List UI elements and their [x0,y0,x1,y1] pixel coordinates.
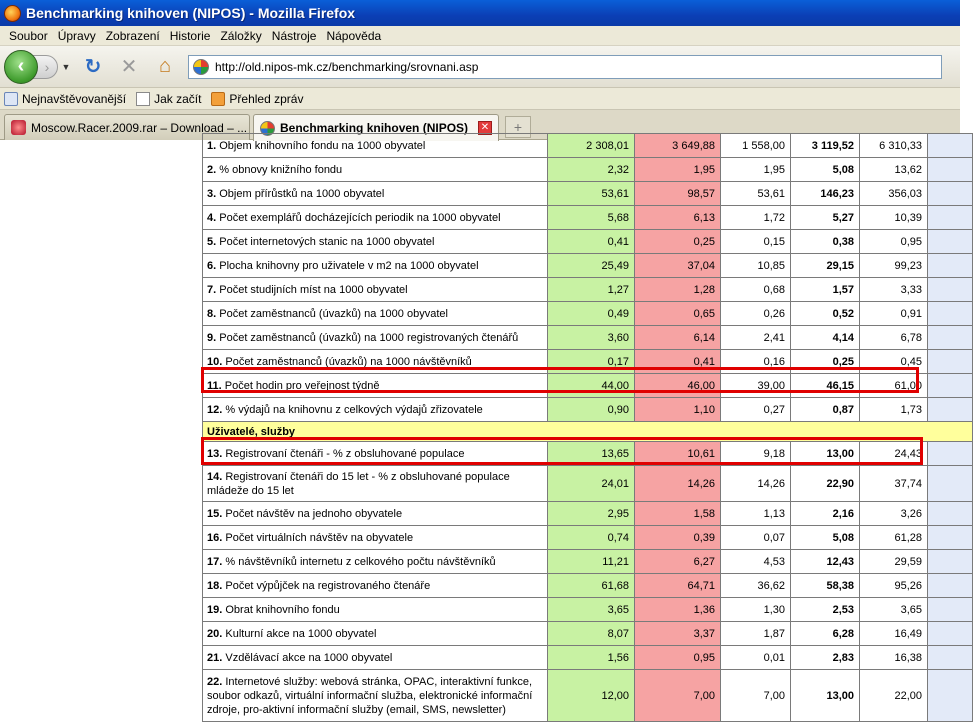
indicator-number: 5. [207,235,217,248]
extra-column-cell [928,326,973,350]
value-cell: 3,65 [860,598,928,622]
value-cell: 3,33 [860,278,928,302]
value-cell: 7,00 [635,670,721,722]
value-cell: 2,16 [791,502,860,526]
indicator-label: Plocha knihovny pro uživatele v m2 na 1000 obyvatel [219,259,479,272]
table-row [203,254,973,278]
extra-column-cell [928,646,973,670]
value-cell: 0,65 [635,302,721,326]
extra-column-cell [928,206,973,230]
value-cell: 6,27 [635,550,721,574]
table-row [203,350,973,374]
value-cell: 0,87 [791,398,860,422]
value-cell: 1,58 [635,502,721,526]
value-cell: 10,61 [635,442,721,466]
value-cell: 13,65 [548,442,635,466]
extra-column-cell [928,598,973,622]
table-row [203,206,973,230]
table-row [203,230,973,254]
value-cell: 1,57 [791,278,860,302]
indicator-label: Počet hodin pro veřejnost týdně [224,379,380,392]
bookmark-most-visited[interactable] [4,92,126,106]
home-icon: ⌂ [158,55,172,77]
value-cell: 0,07 [721,526,791,550]
value-cell: 1,72 [721,206,791,230]
value-cell: 1,10 [635,398,721,422]
indicator-cell [203,670,548,722]
value-cell: 0,41 [548,230,635,254]
value-cell: 8,07 [548,622,635,646]
value-cell: 6,14 [635,326,721,350]
table-row [203,374,973,398]
table-row [203,574,973,598]
indicator-label: % návštěvníků internetu z celkového počtu návštěvníků [225,555,496,568]
value-cell: 0,45 [860,350,928,374]
value-cell: 1,73 [860,398,928,422]
menu-soubor[interactable]: Soubor [9,28,48,43]
indicator-number: 22. [207,675,223,688]
value-cell: 0,25 [791,350,860,374]
indicator-number: 14. [207,470,223,483]
value-cell: 1,27 [548,278,635,302]
indicator-number: 10. [207,355,223,368]
extra-column-cell [928,374,973,398]
value-cell: 2,83 [791,646,860,670]
indicator-label: Počet internetových stanic na 1000 obyvatel [219,235,435,248]
extra-column-cell [928,158,973,182]
value-cell: 5,27 [791,206,860,230]
value-cell: 3,37 [635,622,721,646]
extra-column-cell [928,574,973,598]
value-cell: 37,04 [635,254,721,278]
indicator-cell [203,278,548,302]
indicator-cell [203,574,548,598]
value-cell: 61,28 [860,526,928,550]
table-row [203,466,973,502]
value-cell: 44,00 [548,374,635,398]
value-cell: 0,01 [721,646,791,670]
indicator-label: Počet zaměstnanců (úvazků) na 1000 registrovaných čtenářů [219,331,519,344]
plus-icon: + [513,119,523,135]
value-cell: 2,53 [791,598,860,622]
value-cell: 1 558,00 [721,134,791,158]
table-row [203,278,973,302]
indicator-label: Počet exemplářů docházejících periodik na 1000 obyvatel [219,211,501,224]
chevron-down-icon: ▼ [61,61,71,72]
value-cell: 3,26 [860,502,928,526]
value-cell: 2,32 [548,158,635,182]
menu-nastroje[interactable]: Nástroje [271,28,317,43]
indicator-label: Počet zaměstnanců (úvazků) na 1000 návštěvníků [225,355,472,368]
indicator-cell [203,230,548,254]
tab-label: Moscow.Racer.2009.rar – Download – ... [31,120,248,135]
benchmark-table [202,133,973,722]
extra-column-cell [928,254,973,278]
value-cell: 0,52 [791,302,860,326]
indicator-number: 7. [207,283,217,296]
section-header-row [203,422,973,442]
indicator-number: 17. [207,555,223,568]
value-cell: 16,38 [860,646,928,670]
indicator-cell [203,206,548,230]
indicator-label: Objem přírůstků na 1000 obyvatel [219,187,385,200]
indicator-number: 11. [207,379,222,392]
value-cell: 29,59 [860,550,928,574]
value-cell: 22,90 [791,466,860,502]
value-cell: 1,56 [548,646,635,670]
value-cell: 0,95 [860,230,928,254]
value-cell: 14,26 [635,466,721,502]
url-text[interactable]: http://old.nipos-mk.cz/benchmarking/srovnani.asp [215,59,479,74]
value-cell: 61,00 [860,374,928,398]
indicator-number: 8. [207,307,217,320]
indicator-cell [203,598,548,622]
indicator-cell [203,158,548,182]
indicator-label: Registrovaní čtenáři do 15 let - % z obsluhované populace mládeže do 15 let [207,470,510,497]
extra-column-cell [928,182,973,206]
menu-zobrazeni[interactable]: Zobrazení [105,28,160,43]
table-row [203,598,973,622]
indicator-label: Kulturní akce na 1000 obyvatel [225,627,377,640]
value-cell: 6,28 [791,622,860,646]
indicator-number: 4. [207,211,217,224]
indicator-cell [203,502,548,526]
indicator-label: % výdajů na knihovnu z celkových výdajů zřizovatele [225,403,483,416]
table-row [203,302,973,326]
value-cell: 95,26 [860,574,928,598]
table-row [203,326,973,350]
value-cell: 146,23 [791,182,860,206]
value-cell: 24,43 [860,442,928,466]
value-cell: 0,38 [791,230,860,254]
extra-column-cell [928,230,973,254]
title-bar [0,0,960,26]
value-cell: 4,14 [791,326,860,350]
bookmark-label: Nejnavštěvovanější [22,91,127,106]
value-cell: 10,39 [860,206,928,230]
indicator-number: 21. [207,651,223,664]
extra-column-cell [928,302,973,326]
indicator-number: 12. [207,403,223,416]
value-cell: 2 308,01 [548,134,635,158]
value-cell: 13,00 [791,442,860,466]
indicator-number: 13. [207,447,223,460]
value-cell: 0,90 [548,398,635,422]
value-cell: 2,41 [721,326,791,350]
value-cell: 3 649,88 [635,134,721,158]
indicator-label: Objem knihovního fondu na 1000 obyvatel [219,139,426,152]
indicator-cell [203,374,548,398]
site-favicon-icon [193,59,209,75]
table-row [203,398,973,422]
value-cell: 58,38 [791,574,860,598]
menu-historie[interactable]: Historie [169,28,211,43]
value-cell: 1,28 [635,278,721,302]
value-cell: 7,00 [721,670,791,722]
extra-column-cell [928,550,973,574]
indicator-label: % obnovy knižního fondu [219,163,343,176]
value-cell: 6,13 [635,206,721,230]
table-row [203,622,973,646]
bookmark-label: Přehled zpráv [229,91,304,106]
menu-upravy[interactable]: Úpravy [57,28,96,43]
table-row [203,442,973,466]
navigation-toolbar [0,46,960,88]
value-cell: 0,16 [721,350,791,374]
reload-button[interactable] [78,52,108,82]
extra-column-cell [928,442,973,466]
most-visited-icon [4,92,18,106]
value-cell: 5,68 [548,206,635,230]
value-cell: 5,08 [791,526,860,550]
value-cell: 3 119,52 [791,134,860,158]
value-cell: 0,95 [635,646,721,670]
indicator-number: 20. [207,627,223,640]
value-cell: 2,95 [548,502,635,526]
page-icon [136,92,150,106]
indicator-number: 2. [207,163,217,176]
value-cell: 53,61 [548,182,635,206]
value-cell: 53,61 [721,182,791,206]
indicator-cell [203,622,548,646]
back-button[interactable] [4,50,38,84]
value-cell: 12,43 [791,550,860,574]
value-cell: 1,36 [635,598,721,622]
value-cell: 3,60 [548,326,635,350]
indicator-cell [203,182,548,206]
value-cell: 0,41 [635,350,721,374]
value-cell: 0,15 [721,230,791,254]
value-cell: 0,26 [721,302,791,326]
table-row [203,182,973,206]
arrow-left-icon: ‹ [17,55,25,77]
value-cell: 99,23 [860,254,928,278]
value-cell: 3,65 [548,598,635,622]
indicator-label: Počet návštěv na jednoho obyvatele [225,507,403,520]
menu-bar [0,26,960,46]
indicator-number: 6. [207,259,217,272]
value-cell: 11,21 [548,550,635,574]
value-cell: 9,18 [721,442,791,466]
bookmark-label: Jak začít [154,91,202,106]
value-cell: 98,57 [635,182,721,206]
value-cell: 46,15 [791,374,860,398]
indicator-cell [203,302,548,326]
value-cell: 10,85 [721,254,791,278]
extra-column-cell [928,670,973,722]
value-cell: 1,95 [635,158,721,182]
value-cell: 0,25 [635,230,721,254]
tab-label: Benchmarking knihoven (NIPOS) [280,121,469,135]
close-tab-icon[interactable]: ✕ [478,121,492,135]
firefox-logo-icon [4,5,21,22]
indicator-cell [203,526,548,550]
indicator-number: 19. [207,603,223,616]
arrow-right-icon: › [44,58,50,75]
table-row [203,646,973,670]
extra-column-cell [928,502,973,526]
bookmark-news-feed[interactable] [211,92,303,106]
home-button[interactable] [150,52,180,82]
value-cell: 39,00 [721,374,791,398]
indicator-label: Počet studijních míst na 1000 obyvatel [219,283,408,296]
value-cell: 356,03 [860,182,928,206]
value-cell: 0,68 [721,278,791,302]
extra-column-cell [928,526,973,550]
value-cell: 4,53 [721,550,791,574]
value-cell: 46,00 [635,374,721,398]
value-cell: 0,74 [548,526,635,550]
indicator-label: Registrovaní čtenáři - % z obsluhované populace [225,447,465,460]
table-row [203,502,973,526]
address-bar[interactable] [188,55,942,79]
extra-column-cell [928,350,973,374]
value-cell: 13,00 [791,670,860,722]
value-cell: 1,13 [721,502,791,526]
value-cell: 0,91 [860,302,928,326]
table-row [203,158,973,182]
indicator-label: Vzdělávací akce na 1000 obyvatel [225,651,393,664]
indicator-number: 16. [207,531,223,544]
value-cell: 0,27 [721,398,791,422]
indicator-number: 15. [207,507,223,520]
value-cell: 6,78 [860,326,928,350]
value-cell: 24,01 [548,466,635,502]
value-cell: 1,95 [721,158,791,182]
value-cell: 64,71 [635,574,721,598]
indicator-label: Počet virtuálních návštěv na obyvatele [225,531,414,544]
indicator-label: Počet zaměstnanců (úvazků) na 1000 obyvatel [219,307,448,320]
value-cell: 0,49 [548,302,635,326]
extra-column-cell [928,398,973,422]
indicator-label: Internetové služby: webová stránka, OPAC, interaktivní funkce, soubor odkazů, virtuální informační služba, elektronické informační zdroje, pro-aktivní informační služby (email, SMS, newsletter) [207,675,533,716]
rss-feed-icon [211,92,225,106]
indicator-cell [203,326,548,350]
extra-column-cell [928,134,973,158]
indicator-cell [203,442,548,466]
value-cell: 5,08 [791,158,860,182]
value-cell: 1,87 [721,622,791,646]
section-title: Uživatelé, služby [203,422,973,442]
indicator-cell [203,398,548,422]
stop-button[interactable] [114,52,144,82]
indicator-cell [203,134,548,158]
value-cell: 0,17 [548,350,635,374]
table-row [203,670,973,722]
value-cell: 12,00 [548,670,635,722]
value-cell: 13,62 [860,158,928,182]
menu-zalozky[interactable]: Záložky [220,28,262,43]
indicator-cell [203,466,548,502]
table-row [203,134,973,158]
download-site-favicon-icon [11,120,26,135]
history-dropdown-button[interactable] [60,62,72,72]
indicator-label: Obrat knihovního fondu [225,603,340,616]
reload-icon: ↻ [84,56,102,78]
indicator-number: 18. [207,579,223,592]
indicator-cell [203,254,548,278]
indicator-label: Počet výpůjček na registrovaného čtenáře [225,579,431,592]
indicator-cell [203,550,548,574]
value-cell: 61,68 [548,574,635,598]
value-cell: 14,26 [721,466,791,502]
indicator-cell [203,646,548,670]
value-cell: 1,30 [721,598,791,622]
bookmarks-toolbar [0,88,960,110]
close-icon: ✕ [120,56,138,78]
value-cell: 0,39 [635,526,721,550]
page-content [0,141,960,720]
indicator-number: 3. [207,187,217,200]
extra-column-cell [928,278,973,302]
value-cell: 36,62 [721,574,791,598]
table-row [203,550,973,574]
menu-napoveda[interactable]: Nápověda [326,28,382,43]
window-title: Benchmarking knihoven (NIPOS) - Mozilla Firefox [26,5,356,21]
value-cell: 29,15 [791,254,860,278]
value-cell: 22,00 [860,670,928,722]
indicator-cell [203,350,548,374]
indicator-number: 9. [207,331,217,344]
extra-column-cell [928,466,973,502]
extra-column-cell [928,622,973,646]
table-row [203,526,973,550]
indicator-number: 1. [207,139,217,152]
value-cell: 6 310,33 [860,134,928,158]
value-cell: 37,74 [860,466,928,502]
bookmark-getting-started[interactable] [136,92,201,106]
value-cell: 16,49 [860,622,928,646]
value-cell: 25,49 [548,254,635,278]
